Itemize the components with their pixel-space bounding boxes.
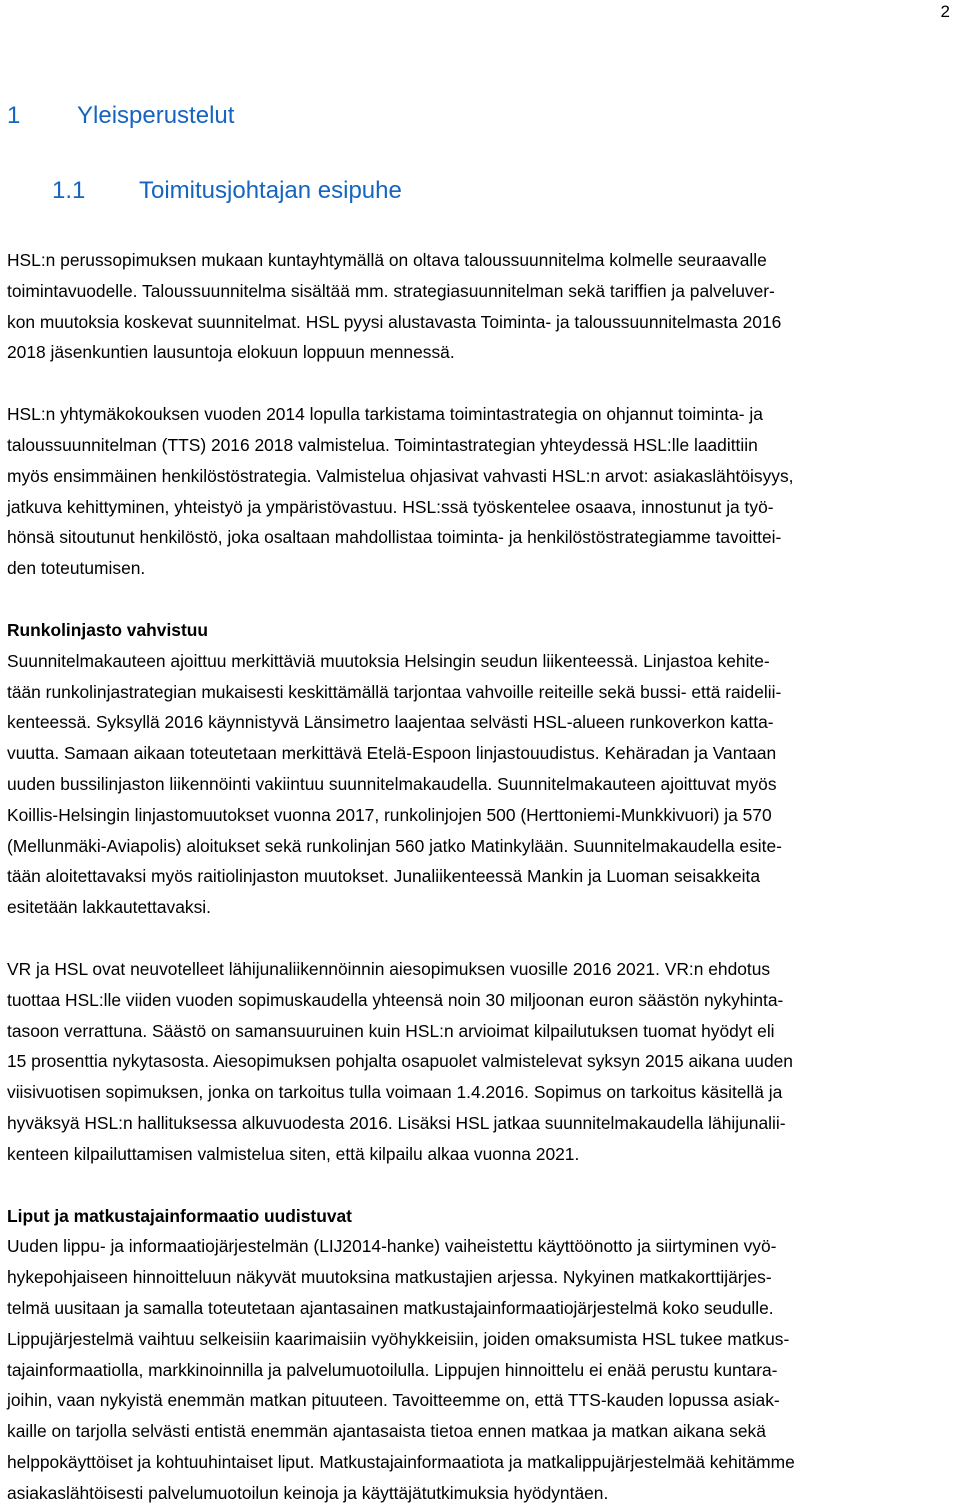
text-line: 2018 jäsenkuntien lausuntoja elokuun loppuun mennessä. [7,342,455,363]
text-line: Uuden lippu- ja informaatiojärjestelmän (LIJ2014-hanke) vaiheistettu käyttöönotto ja siirtyminen vyö- [7,1236,777,1257]
document-body [7,245,939,1508]
text-line: asiakaslähtöisesti palvelumuotoilun keinoja ja käyttäjätutkimuksia hyödyntäen. [7,1482,609,1503]
text-line: kenteen kilpailuttamisen valmistelua siten, että kilpailu alkaa vuonna 2021. [7,1143,580,1164]
text-line: telmä uusitaan ja samalla toteutetaan ajantasainen matkustajainformaatiojärjestelmä koko seudulle. [7,1297,774,1318]
heading-1-number: 1 [7,102,21,129]
text-line: den toteutumisen. [7,558,146,579]
text-line: vuutta. Samaan aikaan toteutetaan merkittävä Etelä-Espoon linjastouudistus. Kehäradan ja Vantaan [7,743,777,764]
text-line: viisivuotisen sopimuksen, jonka on tarkoitus tulla voimaan 1.4.2016. Sopimus on tarkoitus käsitellä ja [7,1082,783,1103]
text-line: HSL:n yhtymäkokouksen vuoden 2014 lopulla tarkistama toimintastrategia on ohjannut toiminta- ja [7,404,763,425]
text-line: joihin, vaan nykyistä enemmän matkan pituuteen. Tavoitteemme on, että TTS-kauden lopussa asiak- [7,1390,780,1411]
text-line: 15 prosenttia nykytasosta. Aiesopimuksen pohjalta osapuolet valmistelevat syksyn 2015 aikana uuden [7,1051,793,1072]
text-line: HSL:n perussopimuksen mukaan kuntayhtymällä on oltava taloussuunnitelma kolmelle seuraavalle [7,250,767,270]
paragraph-liput [7,1231,939,1508]
text-line: hyväksyä HSL:n hallituksessa alkuvuodesta 2016. Lisäksi HSL jatkaa suunnitelmakaudella lähijunalii- [7,1112,786,1133]
text-line: Koillis-Helsingin linjastomuutokset vuonna 2017, runkolinjojen 500 (Herttoniemi-Munkkivuori) ja 570 [7,804,772,825]
text-line: hykepohjaiseen hinnoitteluun näkyvät muutoksina matkustajien arjessa. Nykyinen matkakorttijärjes- [7,1267,772,1288]
heading-2-number: 1.1 [52,177,86,204]
text-line: toimintavuodelle. Taloussuunnitelma sisältää mm. strategiasuunnitelman sekä tariffien ja palveluver- [7,280,775,301]
text-line: tajainformaatiolla, markkinoinnilla ja palvelumuotoilulla. Lippujen hinnoittelu ei enää perustu kuntara- [7,1359,778,1380]
heading-1-title: Yleisperustelut [77,102,235,129]
text-line: uuden bussilinjaston liikennöinti vakiintuu suunnitelmakaudella. Suunnitelmakauteen ajoittuvat myös [7,773,777,794]
text-line: jatkuva kehittyminen, yhteistyö ja ympäristövastuu. HSL:ssä työskentelee osaava, innostunut ja työ- [7,496,774,517]
page-number: 2 [940,2,950,21]
text-line: esitetään lakkautettavaksi. [7,897,211,918]
paragraph-lahijuna [7,954,939,1170]
text-line: kon muutoksia koskevat suunnitelmat. HSL pyysi alustavasta Toiminta- ja taloussuunnitelmasta 2016 [7,311,782,332]
text-line: tään aloitettavaksi myös raitiolinjaston muutokset. Junaliikenteessä Mankin ja Luoman seisakkeita [7,866,761,887]
text-line: tään runkolinjastrategian mukaisesti keskittämällä tarjontaa vahvoille reiteille sekä bussi- että raidelii- [7,681,782,702]
paragraph-runkolinjasto [7,646,939,923]
text-line: kaille on tarjolla selvästi entistä enemmän ajantasaista tietoa ennen matkaa ja matkan aikana sekä [7,1421,766,1442]
text-line: tasoon verrattuna. Säästö on samansuuruinen kuin HSL:n arvioimat kilpailutuksen tuomat hyödyt eli [7,1020,775,1041]
text-line: Lippujärjestelmä vaihtuu selkeisiin kaarimaisiin vyöhykkeisiin, joiden omaksumista HSL tukee matkus- [7,1328,790,1349]
subheading-runkolinjasto: Runkolinjasto vahvistuu [7,619,208,640]
text-line: (Mellunmäki-Aviapolis) aloitukset sekä runkolinjan 560 jatko Matinkylään. Suunnitelmakaudella esite- [7,835,782,856]
text-line: kenteessä. Syksyllä 2016 käynnistyvä Länsimetro laajentaa selvästi HSL-alueen runkoverkon katta- [7,712,774,733]
text-line: hönsä sitoutunut henkilöstö, joka osaltaan mahdollistaa toiminta- ja henkilöstöstrategiamme tavoittei- [7,527,782,548]
text-line: myös ensimmäinen henkilöstöstrategia. Valmistelua ohjasivat vahvasti HSL:n arvot: asiakaslähtöisyys, [7,465,794,486]
subheading-liput: Liput ja matkustajainformaatio uudistuvat [7,1205,352,1226]
text-line: Suunnitelmakauteen ajoittuu merkittäviä muutoksia Helsingin seudun liikenteessä. Linjastoa kehite- [7,650,770,671]
text-line: VR ja HSL ovat neuvotelleet lähijunaliikennöinnin aiesopimuksen vuosille 2016 2021. VR:n ehdotus [7,958,771,979]
text-line: helppokäyttöiset ja kohtuuhintaiset liput. Matkustajainformaatiota ja matkalippujärjestelmää kehitämme [7,1451,795,1472]
heading-2-title: Toimitusjohtajan esipuhe [139,177,402,204]
text-line: taloussuunnitelman (TTS) 2016 2018 valmistelua. Toimintastrategian yhteydessä HSL:lle laadittiin [7,434,758,455]
text-line: tuottaa HSL:lle viiden vuoden sopimuskaudella yhteensä noin 30 miljoonan euron säästön nykyhinta- [7,989,784,1010]
paragraph-strategy [7,399,939,584]
heading-level-2 [52,176,402,206]
paragraph-intro [7,245,939,368]
heading-level-1 [7,101,234,131]
